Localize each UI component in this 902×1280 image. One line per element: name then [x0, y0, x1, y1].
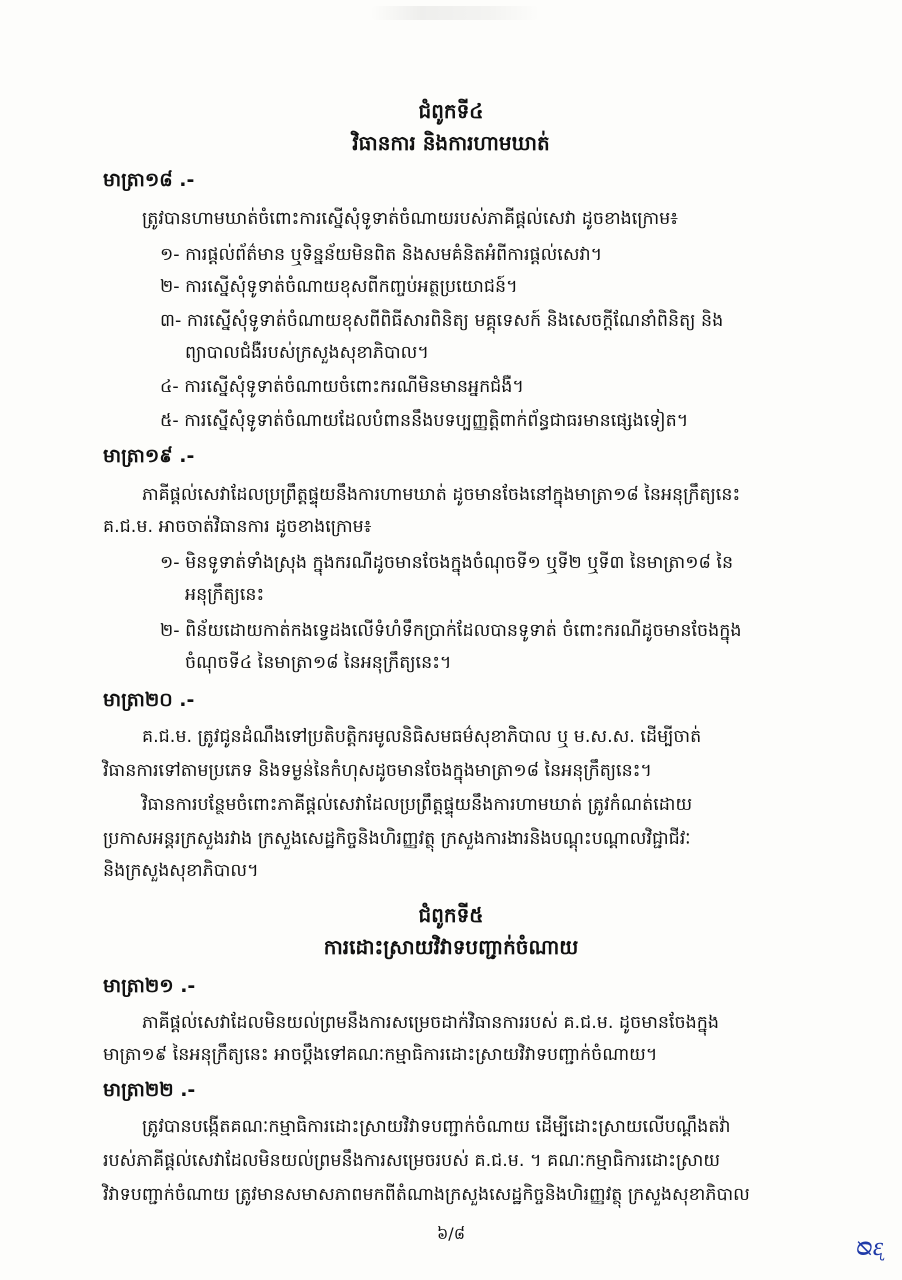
article-19-item-2-cont: ចំណុចទី៤ នៃមាត្រា១៨ នៃអនុក្រឹត្យនេះ។	[185, 653, 452, 673]
article-18-item-3: ៣- ការស្នើសុំទូទាត់ចំណាយខុសពីពិធីសារពិនិត្យ មគ្គុទេសក៍ និងសេចក្តីណែនាំពិនិត្យ និង	[160, 311, 724, 331]
article-22-para-1-cont-2: វិវាទបញ្ជាក់ចំណាយ ត្រូវមានសមាសភាពមកពីតំណាងក្រសួងសេដ្ឋកិច្ចនិងហិរញ្ញវត្ថុ ក្រសួងសុខាភិបាល	[103, 1185, 750, 1205]
article-18-heading: មាត្រា១៨ .-	[103, 169, 195, 191]
article-20-para-1: គ.ជ.ម. ត្រូវជូនដំណឹងទៅប្រតិបត្តិករមូលនិធិសមធម៌សុខាភិបាល ឬ ម.ស.ស. ដើម្បីចាត់	[142, 727, 702, 747]
article-21-heading: មាត្រា២១ .-	[103, 975, 196, 997]
article-22-heading: មាត្រា២២ .-	[103, 1079, 196, 1101]
article-21-para-1: ភាគីផ្តល់សេវាដែលមិនយល់ព្រមនឹងការសម្រេចដាក់វិធានការរបស់ គ.ជ.ម. ដូចមានចែងក្នុង	[142, 1013, 719, 1033]
article-22-para-1: ត្រូវបានបង្កើតគណៈកម្មាធិការដោះស្រាយវិវាទបញ្ជាក់ចំណាយ ដើម្បីដោះស្រាយលើបណ្តឹងតវ៉ា	[142, 1117, 731, 1137]
article-19-item-1-cont: អនុក្រឹត្យនេះ	[185, 585, 265, 605]
article-19-para-1: ភាគីផ្តល់សេវាដែលប្រព្រឹត្តផ្ទុយនឹងការហាមឃាត់ ដូចមានចែងនៅក្នុងមាត្រា១៨ នៃអនុក្រឹត្យនេះ	[142, 485, 741, 505]
chapter-4-number: ជំពូកទី៤	[418, 99, 484, 123]
chapter-5-number: ជំពូកទី៥	[418, 903, 484, 927]
article-18-intro: ត្រូវបានហាមឃាត់ចំពោះការស្នើសុំទូទាត់ចំណាយរបស់ភាគីផ្តល់សេវា ដូចខាងក្រោម៖	[142, 209, 678, 229]
article-18-item-5: ៥- ការស្នើសុំទូទាត់ចំណាយដែលបំពាននឹងបទប្បញ្ញត្តិពាក់ព័ន្ធជាធរមានផ្សេងទៀត។	[160, 411, 689, 431]
chapter-5-title: ការដោះស្រាយវិវាទបញ្ជាក់ចំណាយ	[323, 935, 579, 959]
article-18-item-3-cont: ព្យាបាលជំងឺរបស់ក្រសួងសុខាភិបាល។	[185, 343, 429, 363]
article-20-heading: មាត្រា២០ .-	[103, 689, 195, 711]
article-21-para-1-cont: មាត្រា១៩ នៃអនុក្រឹត្យនេះ អាចប្តឹងទៅគណៈកម្មាធិការដោះស្រាយវិវាទបញ្ជាក់ចំណាយ។	[103, 1045, 658, 1065]
article-20-para-2-cont-2: និងក្រសួងសុខាភិបាល។	[103, 861, 259, 881]
article-18-item-1: ១- ការផ្តល់ព័ត៌មាន ឬទិន្នន័យមិនពិត និងសមគំនិតអំពីការផ្តល់សេវា។	[160, 245, 603, 265]
page-number: ៦/៨	[436, 1224, 466, 1243]
article-19-item-2: ២- ពិន័យដោយកាត់កងទ្វេដងលើទំហំទឹកប្រាក់ដែលបានទូទាត់ ចំពោះករណីដូចមានចែងក្នុង	[160, 621, 742, 641]
article-20-para-2: វិធានការបន្ថែមចំពោះភាគីផ្តល់សេវាដែលប្រព្រឹត្តផ្ទុយនឹងការហាមឃាត់ ត្រូវកំណត់ដោយ	[142, 795, 693, 815]
article-20-para-2-cont: ប្រកាសអន្តរក្រសួងរវាង ក្រសួងសេដ្ឋកិច្ចនិងហិរញ្ញវត្ថុ ក្រសួងការងារនិងបណ្តុះបណ្តាលវិជ្ជាជីវៈ	[103, 829, 691, 849]
header-smudge	[370, 6, 540, 20]
chapter-4-title: វិធានការ និងការហាមឃាត់	[352, 131, 550, 155]
article-18-item-4: ៤- ការស្នើសុំទូទាត់ចំណាយចំពោះករណីមិនមានអ្នកជំងឺ។	[160, 377, 524, 397]
article-18-item-2: ២- ការស្នើសុំទូទាត់ចំណាយខុសពីកញ្ចប់អត្ថប្រយោជន៍។	[160, 277, 518, 297]
article-19-heading: មាត្រា១៩ .-	[103, 445, 195, 467]
handwritten-initial: ᴓᶓ	[856, 1232, 884, 1262]
article-20-para-1-cont: វិធានការទៅតាមប្រភេទ និងទម្ងន់នៃកំហុសដូចមានចែងក្នុងមាត្រា១៨ នៃអនុក្រឹត្យនេះ។	[103, 761, 652, 781]
article-19-para-1-cont: គ.ជ.ម. អាចចាត់វិធានការ ដូចខាងក្រោម៖	[103, 517, 372, 537]
article-22-para-1-cont: របស់ភាគីផ្តល់សេវាដែលមិនយល់ព្រមនឹងការសម្រេចរបស់ គ.ជ.ម. ។ គណៈកម្មាធិការដោះស្រាយ	[103, 1151, 721, 1171]
article-19-item-1: ១- មិនទូទាត់ទាំងស្រុង ក្នុងករណីដូចមានចែងក្នុងចំណុចទី១ ឬទី២ ឬទី៣ នៃមាត្រា១៨ នៃ	[160, 553, 734, 573]
